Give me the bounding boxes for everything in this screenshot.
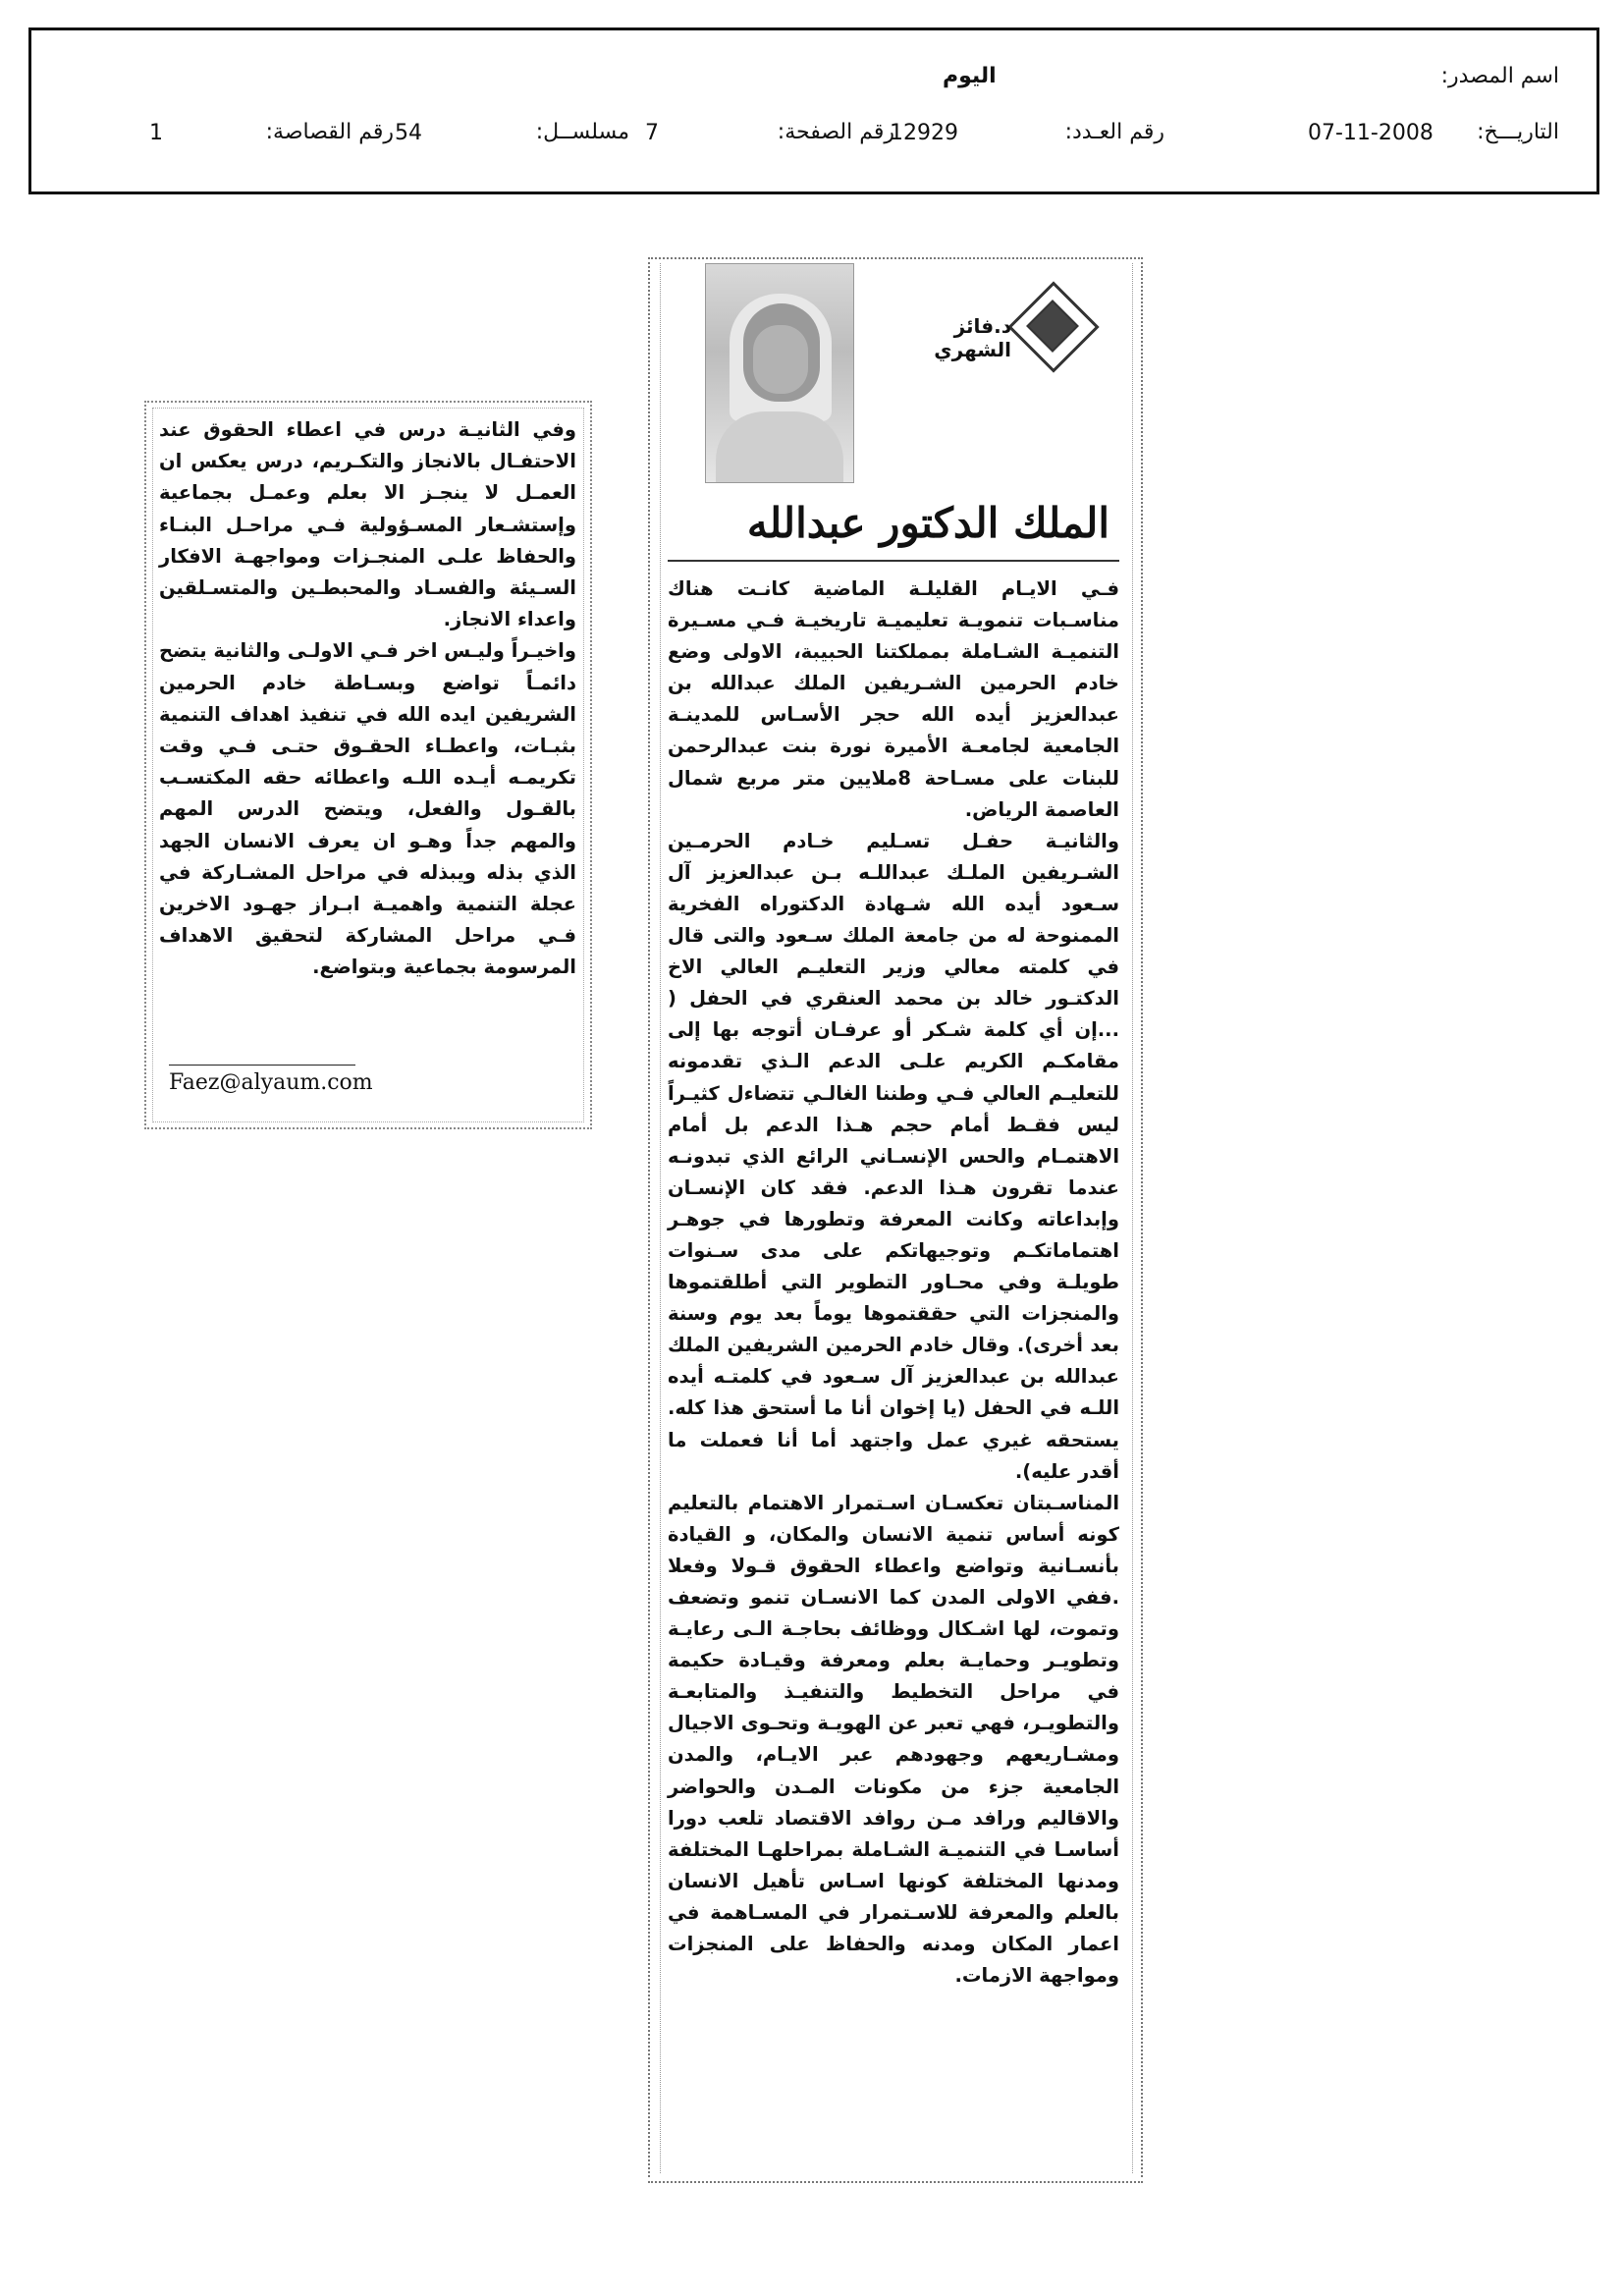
clip-value: 1 [149,121,163,145]
source-header-box [28,27,1599,194]
serial-label: مسلســل: [535,120,629,144]
date-value: 07-11-2008 [1308,121,1434,145]
signature-rule [169,1065,355,1066]
article-title: الملك الدكتور عبدالله [746,499,1109,547]
article-paragraph-3: المناسـبتان تعكسـان اسـتمرار الاهتمام بالتعليم كونه أساس تنمية الانسان والمكان، و القيادة بأنسـانية وتواضع واعطاء الحقوق قـولا وفعلا .ففي الاولى المدن كما الانسـان تنمو وتضعف وتموت، لها اشـكال ووظائف بحاجـة الـى رعايـة وتطويـر وحمايـة بعلم ومعرفة وقيـادة حكيمة في مراحل التخطيط والتنفيـذ والمتابعـة والتطويـر، فهي تعبر عن الهويـة وتحـوى الاجيال ومشـاريعهم وجهودهم عبر الايـام، والمدن الجامعية جزء من مكونات المـدن والحواضر والاقاليم ورافد مـن روافد الاقتصاد تلعب دورا أساسـا في التنميـة الشـاملة بمراحلهـا المختلفة ومدنها المختلفة كونها اسـاس تأهيل الانسان بالعلم والمعرفة للاسـتمرار في المسـاهمة في اعمار المكان ومدنه والحفاظ على المنجزات ومواجهة الازمات. [668,1491,1119,1988]
issue-value: 12929 [890,121,958,145]
side-paragraph-2: واخيـراً وليـس اخر فـي الاولـى والثانية يتضح دائمـاً تواضع وبسـاطة خادم الحرمين الشريفين ايده الله في تنفيذ اهداف التنمية بثبـات، واعطـاء الحقـوق حتـى فـي وقت تكريمـه أيـده اللـه واعطائه حقه المكتسـب بالقـول والفعل، ويتضح الدرس المهم والمهم جداً وهـو ان يعرف الانسان الجهد الذي بذله ويبذله في مراحل المشـاركة في عجلة التنمية واهميـة ابـراز جهـود الاخرين فـي مراحل المشاركة لتحقيق الاهداف المرسومة بجماعية وبتواضع. [159,639,576,979]
page-label: رقم الصفحة: [777,120,894,144]
article-body [668,574,1119,1992]
author-photo [705,263,854,483]
page-value: 7 [645,121,659,145]
article-paragraph-1: فـي الايـام القليلـة الماضية كانـت هناك مناسـبات تنمويـة تعليميـة تاريخيـة فـي مسـيرة التنميـة الشـاملة بمملكتنا الحبيبة، الاولى وضع خادم الحرمين الشـريفين الملك عبدالله بن عبدالعزيز أيده الله حجر الأسـاس للمدينـة الجامعية لجامعـة الأميرة نورة بنت عبدالرحمن للبنات على مسـاحة 8ملايين متر مربع شمال العاصمة الرياض. [668,577,1119,821]
date-label: التاريـــخ: [1477,120,1559,144]
source-label: اسم المصدر: [1440,64,1559,88]
photo-body [716,411,843,483]
source-value: اليوم [943,64,997,88]
article-paragraph-2: والثانيـة حفـل تسـليم خـادم الحرمـين الشـريفين الملـك عبداللـه بـن عبدالعزيز آل سـعود أيده الله شـهادة الدكتوراه الفخرية الممنوحة له من جامعة الملك سـعود والتى قال في كلمته معالي وزير التعليـم العالي الاخ الدكتـور خالد بن محمد العنقري في الحفل ( ...إن أي كلمة شـكر أو عرفـان أتوجه بها إلى مقامكـم الكريم علـى الدعم الـذي تقدمونه للتعليـم العالي فـي وطننا الغالـي تتضاءل كثيـراً ليس فقـط أمام حجم هـذا الدعم بل أمام الاهتمـام والحس الإنسـاني الرائع الذي تبدونـه عندما تقرون هـذا الدعم. فقد كان الإنسـان وإبداعاته وكانت المعرفة وتطورها في جوهـر اهتماماتكـم وتوجيهاتكم على مدى سـنوات طويلـة وفي محـاور التطوير التي أطلقتموها والمنجزات التي حققتموها يوماً بعد يوم وسنة بعد أخرى). وقال خادم الحرمين الشريفين الملك عبدالله بن عبدالعزيز آل سـعود في كلمتـه أيده اللـه في الحفل (يا إخوان أنا ما أستحق هذا كله. يستحقه غيري عمل واجتهد أما أنا فعملت ما أقدر عليه). [668,829,1119,1483]
side-column-body [159,414,576,984]
author-name: د.فائز الشهري [934,314,1011,361]
issue-label: رقم العـدد: [1064,120,1164,144]
serial-value: 54 [395,121,422,145]
photo-face [753,325,808,394]
clip-label: رقم القصاصة: [265,120,394,144]
main-column-bottom-border [648,2175,1143,2183]
title-underline [668,560,1119,562]
author-email: Faez@alyaum.com [169,1070,373,1095]
side-paragraph-1: وفي الثانيـة درس في اعطاء الحقوق عند الاحتفـال بالانجاز والتكـريم، درس يعكس ان العمـل لا ينجـز الا بعلم وعمـل بجماعية وإستشـعار المسـؤولية فـي مراحـل البنـاء والحفاظ علـى المنجـزات ومواجهـة الافكار السـيئة والفسـاد والمحبطـين والمتسـلقين واعداء الانجاز. [159,418,576,631]
